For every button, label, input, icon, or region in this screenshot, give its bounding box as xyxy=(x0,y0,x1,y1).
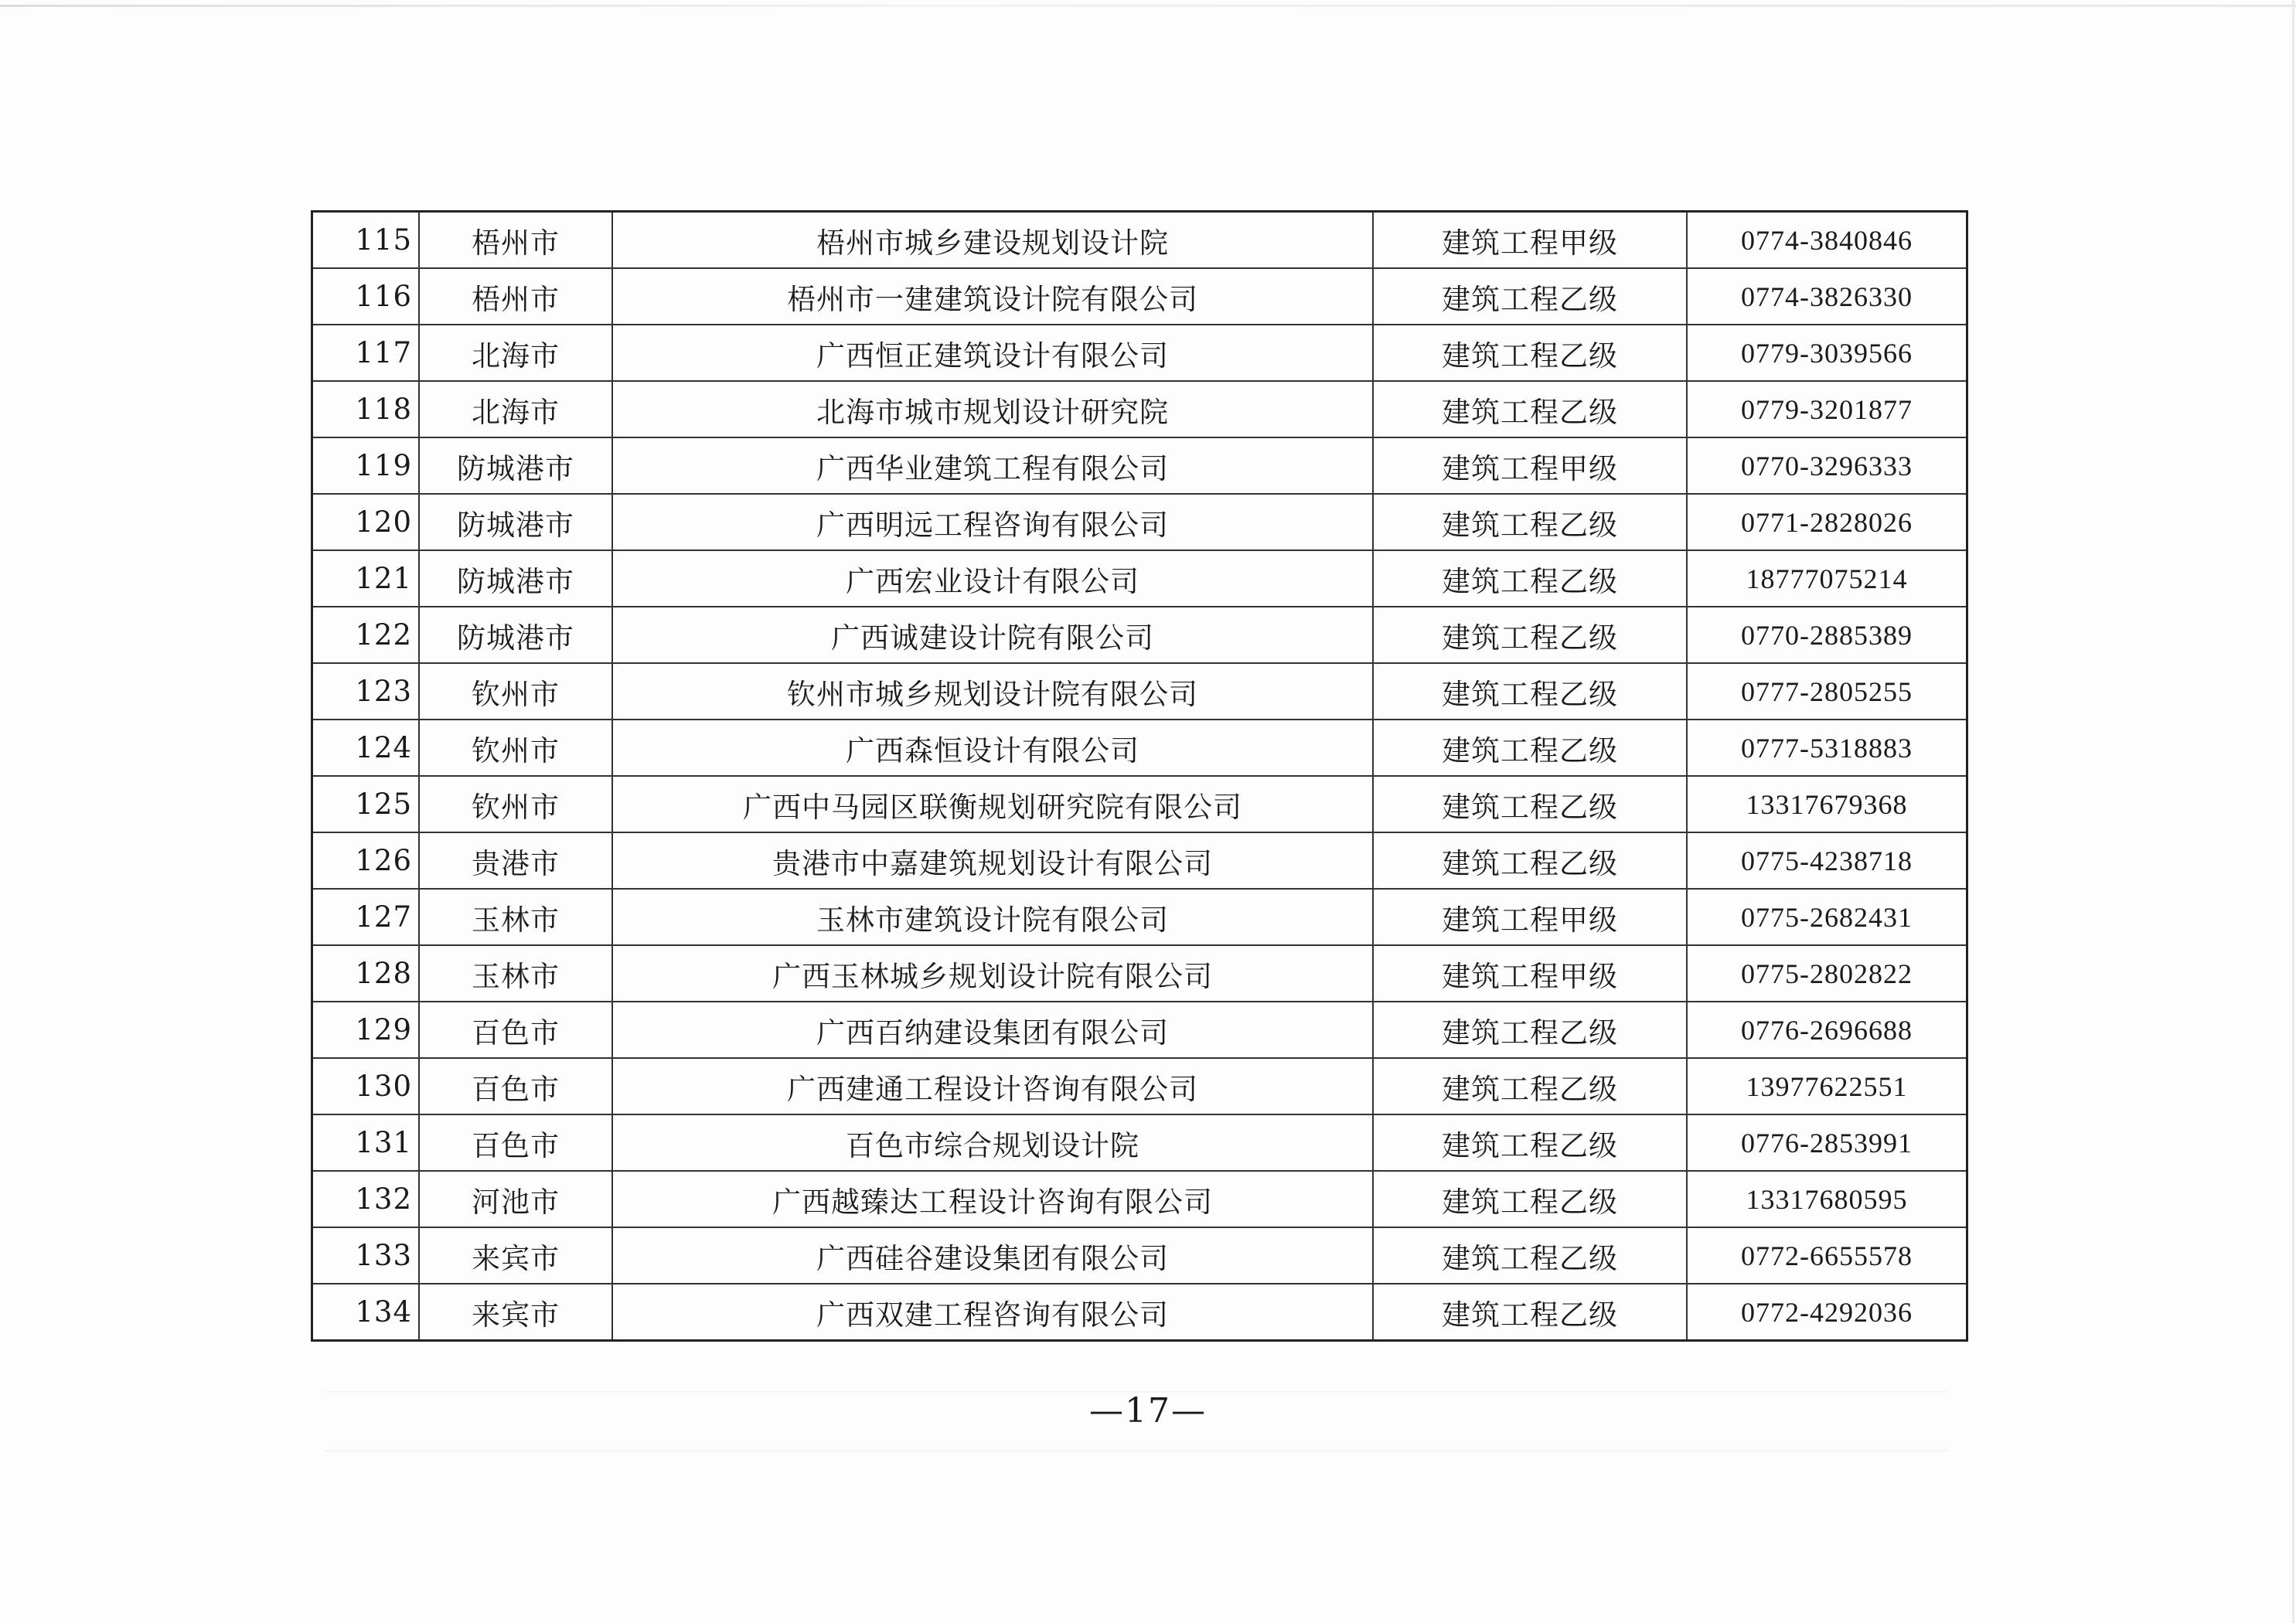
phone-cell: 0772-4292036 xyxy=(1687,1284,1967,1341)
city-cell: 防城港市 xyxy=(419,607,612,663)
qualification-grade-cell: 建筑工程甲级 xyxy=(1373,212,1687,269)
qualification-grade-cell: 建筑工程甲级 xyxy=(1373,889,1687,945)
qualification-grade-cell: 建筑工程甲级 xyxy=(1373,945,1687,1002)
row-number: 134 xyxy=(312,1284,420,1341)
page-number: —17— xyxy=(1089,1391,1207,1431)
phone-cell: 0774-3826330 xyxy=(1687,268,1967,325)
row-number: 126 xyxy=(312,832,420,889)
company-name-cell: 广西诚建设计院有限公司 xyxy=(612,607,1373,663)
table-row xyxy=(312,1227,1967,1284)
phone-cell: 0771-2828026 xyxy=(1687,494,1967,550)
table-row xyxy=(312,1002,1967,1058)
row-number: 129 xyxy=(312,1002,420,1058)
qualification-grade-cell: 建筑工程乙级 xyxy=(1373,1284,1687,1341)
phone-cell: 0779-3039566 xyxy=(1687,325,1967,381)
city-cell: 梧州市 xyxy=(419,212,612,269)
company-name-cell: 百色市综合规划设计院 xyxy=(612,1114,1373,1171)
phone-cell: 0777-5318883 xyxy=(1687,720,1967,776)
table-row xyxy=(312,381,1967,437)
qualification-grade-cell: 建筑工程乙级 xyxy=(1373,1227,1687,1284)
phone-cell: 13977622551 xyxy=(1687,1058,1967,1114)
row-number: 122 xyxy=(312,607,420,663)
phone-cell: 0770-3296333 xyxy=(1687,437,1967,494)
city-cell: 玉林市 xyxy=(419,945,612,1002)
city-cell: 北海市 xyxy=(419,325,612,381)
city-cell: 河池市 xyxy=(419,1171,612,1227)
row-number: 124 xyxy=(312,720,420,776)
table-row xyxy=(312,325,1967,381)
qualification-grade-cell: 建筑工程乙级 xyxy=(1373,550,1687,607)
table-row xyxy=(312,1114,1967,1171)
qualification-grade-cell: 建筑工程乙级 xyxy=(1373,832,1687,889)
phone-cell: 0775-2682431 xyxy=(1687,889,1967,945)
city-cell: 玉林市 xyxy=(419,889,612,945)
table-row xyxy=(312,945,1967,1002)
company-name-cell: 广西硅谷建设集团有限公司 xyxy=(612,1227,1373,1284)
table-row xyxy=(312,268,1967,325)
phone-cell: 0776-2696688 xyxy=(1687,1002,1967,1058)
phone-cell: 13317679368 xyxy=(1687,776,1967,832)
table-row xyxy=(312,832,1967,889)
qualification-grade-cell: 建筑工程乙级 xyxy=(1373,1002,1687,1058)
table-row xyxy=(312,212,1967,269)
qualification-grade-cell: 建筑工程乙级 xyxy=(1373,268,1687,325)
company-name-cell: 广西越臻达工程设计咨询有限公司 xyxy=(612,1171,1373,1227)
row-number: 130 xyxy=(312,1058,420,1114)
company-name-cell: 广西玉林城乡规划设计院有限公司 xyxy=(612,945,1373,1002)
row-number: 133 xyxy=(312,1227,420,1284)
city-cell: 来宾市 xyxy=(419,1227,612,1284)
qualification-grade-cell: 建筑工程乙级 xyxy=(1373,1058,1687,1114)
company-name-cell: 广西明远工程咨询有限公司 xyxy=(612,494,1373,550)
table-row xyxy=(312,720,1967,776)
row-number: 116 xyxy=(312,268,420,325)
table-row xyxy=(312,437,1967,494)
company-name-cell: 广西华业建筑工程有限公司 xyxy=(612,437,1373,494)
phone-cell: 0776-2853991 xyxy=(1687,1114,1967,1171)
company-name-cell: 广西中马园区联衡规划研究院有限公司 xyxy=(612,776,1373,832)
qualification-grade-cell: 建筑工程乙级 xyxy=(1373,325,1687,381)
scan-edge-right xyxy=(2292,0,2294,1623)
company-name-cell: 北海市城市规划设计研究院 xyxy=(612,381,1373,437)
table-row xyxy=(312,1058,1967,1114)
city-cell: 钦州市 xyxy=(419,776,612,832)
phone-cell: 0779-3201877 xyxy=(1687,381,1967,437)
row-number: 115 xyxy=(312,212,420,269)
table-body xyxy=(312,212,1967,1341)
company-name-cell: 玉林市建筑设计院有限公司 xyxy=(612,889,1373,945)
city-cell: 百色市 xyxy=(419,1114,612,1171)
company-name-cell: 广西森恒设计有限公司 xyxy=(612,720,1373,776)
phone-cell: 0770-2885389 xyxy=(1687,607,1967,663)
qualification-grade-cell: 建筑工程甲级 xyxy=(1373,437,1687,494)
qualification-grade-cell: 建筑工程乙级 xyxy=(1373,663,1687,720)
phone-cell: 0774-3840846 xyxy=(1687,212,1967,269)
row-number: 128 xyxy=(312,945,420,1002)
city-cell: 防城港市 xyxy=(419,550,612,607)
table-row xyxy=(312,776,1967,832)
row-number: 118 xyxy=(312,381,420,437)
city-cell: 钦州市 xyxy=(419,663,612,720)
company-name-cell: 广西恒正建筑设计有限公司 xyxy=(612,325,1373,381)
table-row xyxy=(312,550,1967,607)
table-row xyxy=(312,1171,1967,1227)
design-firm-table xyxy=(311,210,1968,1342)
qualification-grade-cell: 建筑工程乙级 xyxy=(1373,381,1687,437)
phone-cell: 0777-2805255 xyxy=(1687,663,1967,720)
phone-cell: 0775-4238718 xyxy=(1687,832,1967,889)
table-row xyxy=(312,494,1967,550)
company-name-cell: 广西建通工程设计咨询有限公司 xyxy=(612,1058,1373,1114)
qualification-grade-cell: 建筑工程乙级 xyxy=(1373,607,1687,663)
company-name-cell: 钦州市城乡规划设计院有限公司 xyxy=(612,663,1373,720)
row-number: 120 xyxy=(312,494,420,550)
row-number: 123 xyxy=(312,663,420,720)
qualification-grade-cell: 建筑工程乙级 xyxy=(1373,720,1687,776)
qualification-grade-cell: 建筑工程乙级 xyxy=(1373,776,1687,832)
row-number: 127 xyxy=(312,889,420,945)
city-cell: 百色市 xyxy=(419,1058,612,1114)
table-row xyxy=(312,1284,1967,1341)
row-number: 125 xyxy=(312,776,420,832)
company-name-cell: 广西百纳建设集团有限公司 xyxy=(612,1002,1373,1058)
qualification-grade-cell: 建筑工程乙级 xyxy=(1373,494,1687,550)
row-number: 131 xyxy=(312,1114,420,1171)
city-cell: 钦州市 xyxy=(419,720,612,776)
city-cell: 贵港市 xyxy=(419,832,612,889)
company-name-cell: 广西宏业设计有限公司 xyxy=(612,550,1373,607)
city-cell: 北海市 xyxy=(419,381,612,437)
row-number: 121 xyxy=(312,550,420,607)
phone-cell: 13317680595 xyxy=(1687,1171,1967,1227)
qualification-grade-cell: 建筑工程乙级 xyxy=(1373,1114,1687,1171)
qualification-grade-cell: 建筑工程乙级 xyxy=(1373,1171,1687,1227)
city-cell: 百色市 xyxy=(419,1002,612,1058)
city-cell: 防城港市 xyxy=(419,494,612,550)
city-cell: 来宾市 xyxy=(419,1284,612,1341)
city-cell: 梧州市 xyxy=(419,268,612,325)
company-name-cell: 广西双建工程咨询有限公司 xyxy=(612,1284,1373,1341)
phone-cell: 0775-2802822 xyxy=(1687,945,1967,1002)
company-name-cell: 梧州市城乡建设规划设计院 xyxy=(612,212,1373,269)
phone-cell: 18777075214 xyxy=(1687,550,1967,607)
scan-edge-top xyxy=(0,5,2296,7)
city-cell: 防城港市 xyxy=(419,437,612,494)
row-number: 119 xyxy=(312,437,420,494)
table-row xyxy=(312,889,1967,945)
row-number: 132 xyxy=(312,1171,420,1227)
table-row xyxy=(312,607,1967,663)
company-name-cell: 贵港市中嘉建筑规划设计有限公司 xyxy=(612,832,1373,889)
phone-cell: 0772-6655578 xyxy=(1687,1227,1967,1284)
company-name-cell: 梧州市一建建筑设计院有限公司 xyxy=(612,268,1373,325)
row-number: 117 xyxy=(312,325,420,381)
table-row xyxy=(312,663,1967,720)
